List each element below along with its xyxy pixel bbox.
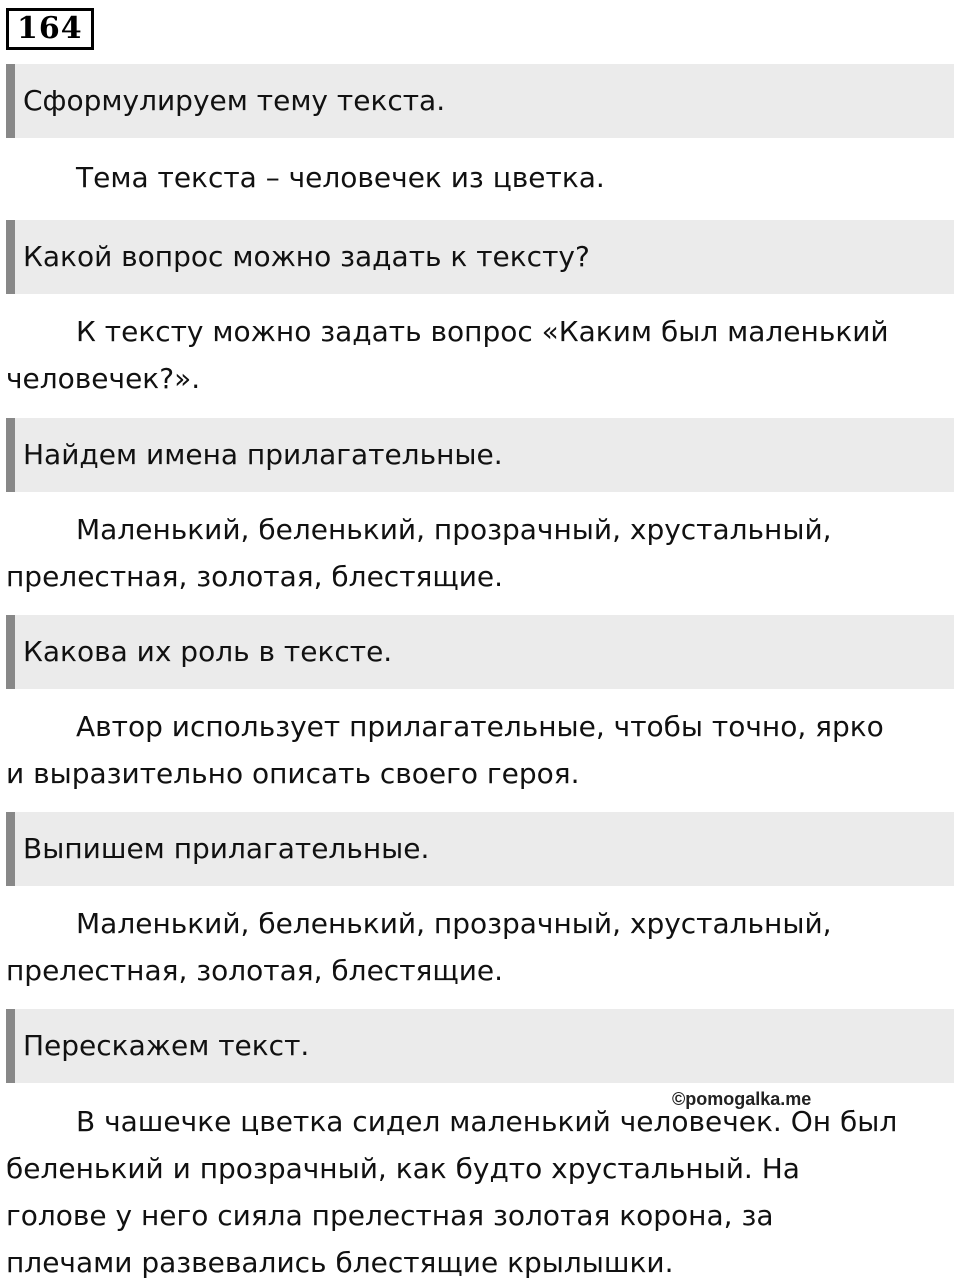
answer-paragraph-2: К тексту можно задать вопрос «Каким был маленький человечек?». [6,315,889,395]
question-block-2: Какой вопрос можно задать к тексту? [6,220,954,294]
question-block-3: Найдем имена прилагательные. [6,418,954,492]
answer-paragraph-6: В чашечке цветка сидел маленький человечек. Он был беленький и прозрачный, как будто хрустальный. На голове у него сияла прелестная золотая корона, за плечами развевались блестящие крылышки. [6,1105,898,1279]
answer-paragraph-1: Тема текста – человечек из цветка. [76,161,605,194]
question-block-4: Какова их роль в тексте. [6,615,954,689]
question-block-1: Сформулируем тему текста. [6,64,954,138]
question-block-6: Перескажем текст. [6,1009,954,1083]
answer-paragraph-4: Автор использует прилагательные, чтобы точно, ярко и выразительно описать своего героя. [6,710,884,790]
watermark: ©pomogalka.me [672,1089,812,1109]
question-block-5: Выпишем прилагательные. [6,812,954,886]
answer-paragraph-3: Маленький, беленький, прозрачный, хрустальный, прелестная, золотая, блестящие. [6,513,832,593]
answer-paragraph-5: Маленький, беленький, прозрачный, хрустальный, прелестная, золотая, блестящие. [6,907,832,987]
task-number: 164 [6,8,94,50]
